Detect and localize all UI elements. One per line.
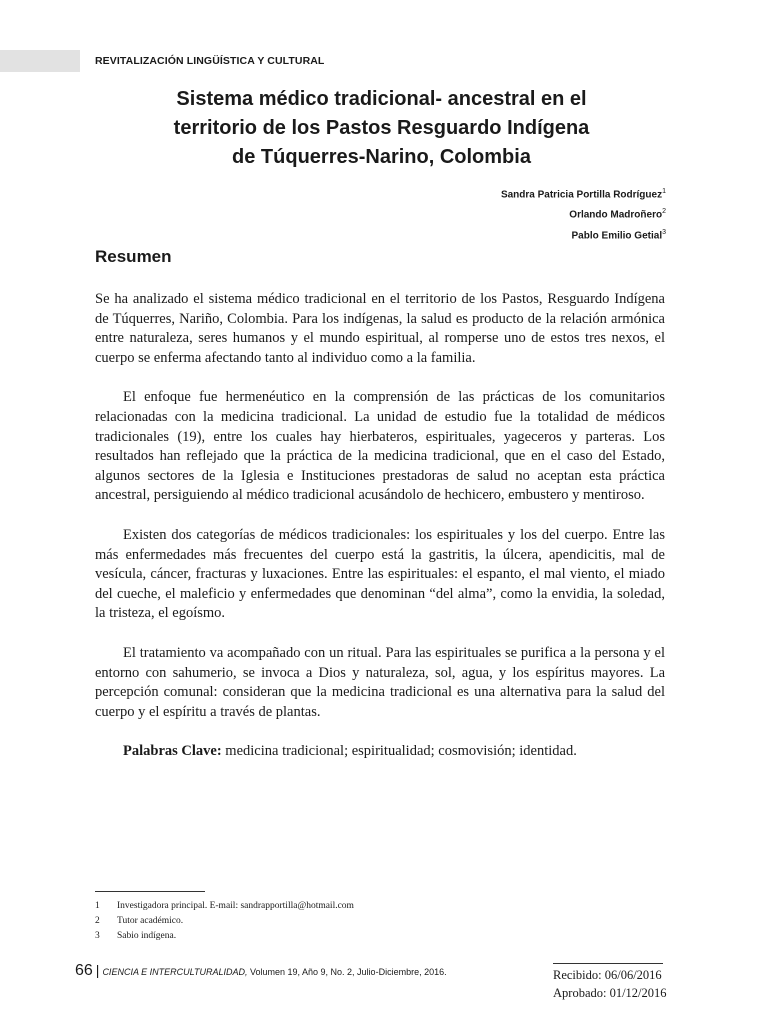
author-footnote-mark: 2 — [662, 208, 666, 216]
author: Sandra Patricia Portilla Rodríguez$^1$ — [500, 188, 666, 201]
title-line-2: territorio de los Pastos Resguardo Indígena — [173, 117, 590, 139]
author-footnote-mark: 3 — [662, 228, 666, 236]
author: Pablo Emilio Getial$^3$ — [571, 228, 666, 241]
footnote: 3 Sabio indígena. — [95, 931, 177, 941]
keywords — [95, 742, 665, 762]
author-list — [501, 183, 666, 244]
footer-separator: | — [95, 962, 100, 978]
footnotes — [95, 899, 354, 944]
approved-date: Aprobado: 01/12/2016 — [553, 986, 667, 1000]
abstract-heading: Resumen — [95, 247, 172, 266]
abstract-paragraph: El enfoque fue hermenéutico en la comprensión de las prácticas de los comunitarios relacionadas con la medicina tradicional. La unidad de estudio fue la totalidad de médicos tradicionales (19), entre los cuales hay hierbateros, espirituales, yageceros y parteras. Los resultados han reflejado que la práctica de la medicina tradicional, que en el caso del Estado, algunos sectores de la Iglesia e Instituciones prestadoras de salud no aceptan esta práctica ancestral, persiguiendo al médico tradicional acusándolo de hechicero, embustero y mentiroso. — [95, 389, 665, 504]
journal-details: Volumen 19, Año 9, No. 2, Julio-Diciembre, 2016. — [249, 967, 447, 977]
abstract-paragraph: Existen dos categorías de médicos tradicionales: los espirituales y los del cuerpo. Entre las más enfermedades más frecuentes del cuerpo está la gastritis, la úlcera, apendicitis, mal de vesícula, cáncer, fracturas y luxaciones. Entre las espirituales: el espanto, el mal viento, el miado del cueche, el maleficio y enfermedades que denominan “del alma”, como la envidia, la soledad, la tristeza, el egoísmo. — [95, 526, 665, 622]
journal-name: CIENCIA E INTERCULTURALIDAD, — [102, 967, 248, 977]
section-label: REVITALIZACIÓN LINGÜÍSTICA Y CULTURAL — [95, 55, 325, 67]
header-bar — [0, 50, 80, 72]
abstract-paragraph: Se ha analizado el sistema médico tradicional en el territorio de los Pastos, Resguardo Indígena de Túquerres, Nariño, Colombia. Para los indígenas, la salud es producto de la relación armónica entre naturaleza, seres humanos y el mundo espiritual, al romperse uno de estos tres nexos, el cuerpo se enferma afectando tanto al individuo como a la familia. — [95, 291, 665, 366]
submission-dates — [553, 966, 667, 1002]
page-number: 66 — [75, 962, 93, 979]
author: Orlando Madroñero$^2$ — [569, 208, 666, 221]
keywords-text: medicina tradicional; espiritualidad; cosmovisión; identidad. — [225, 743, 577, 760]
abstract-body — [95, 290, 665, 782]
abstract-paragraph: El tratamiento va acompañado con un ritual. Para las espirituales se purifica a la persona y el entorno con sahumerio, se invoca a Dios y naturaleza, sol, agua, y los espíritus mayores. La percepción comunal: consideran que la medicina tradicional es una alternativa para la salud del cuerpo y el espíritu a través de plantas. — [95, 644, 665, 720]
keywords-label: Palabras Clave: — [123, 743, 222, 760]
page-footer — [75, 962, 447, 980]
footnote-divider — [95, 891, 205, 892]
title-line-3: de Túquerres-Narino, Colombia — [232, 146, 531, 168]
title-line-1: Sistema médico tradicional- ancestral en el — [176, 88, 587, 110]
footnote: 1 Investigadora principal. E-mail: sandrapportilla@hotmail.com — [95, 901, 354, 911]
footnote: 2 Tutor académico. — [95, 916, 184, 926]
author-footnote-mark: 1 — [662, 188, 666, 195]
dates-divider — [553, 963, 663, 964]
received-date: Recibido: 06/06/2016 — [553, 968, 662, 982]
article-title — [95, 85, 668, 172]
